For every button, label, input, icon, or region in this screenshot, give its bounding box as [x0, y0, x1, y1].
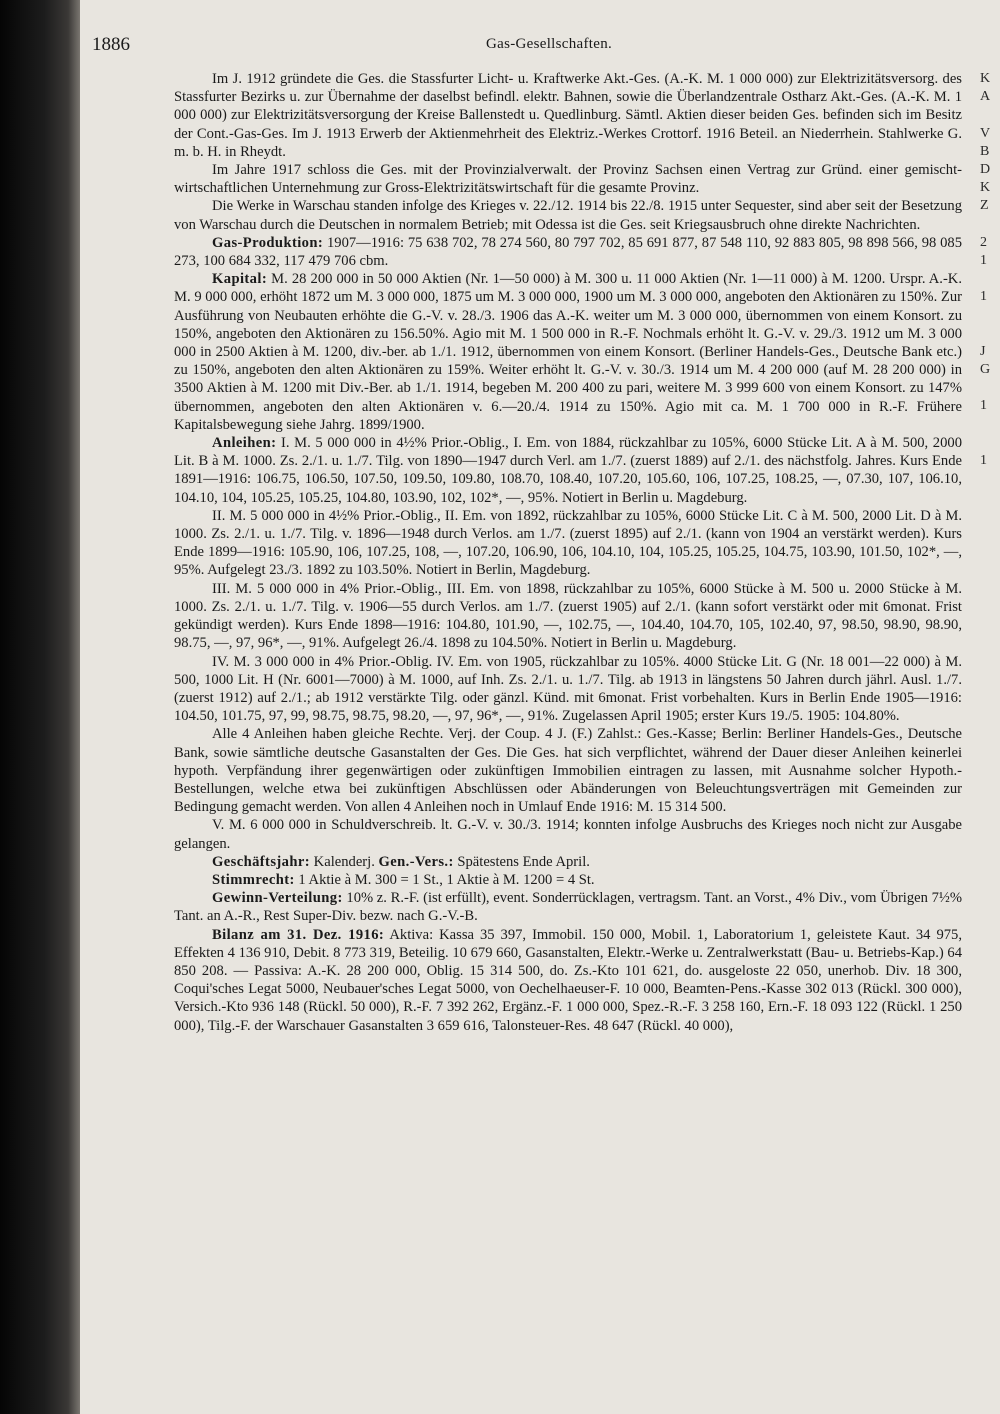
paragraph-stimmrecht: Stimmrecht: 1 Aktie à M. 300 = 1 St., 1 Aktie à M. 1200 = 4 St.	[212, 871, 595, 888]
paragraph-gewinn-verteilung: Gewinn-Verteilung: 10% z. R.-F. (ist erfüllt), event. Sonderrücklagen, vertragsm. Tant. an Vorst., 4% Div., vom Übrigen 7½% Tant. an A.-R., Rest Super-Div. bezw. nach G.-V.-B.	[174, 890, 962, 925]
section-label: Gas-Produktion:	[212, 234, 324, 251]
margin-glyph: 1	[980, 289, 987, 305]
paragraph: Alle 4 Anleihen haben gleiche Rechte. Verj. der Coup. 4 J. (F.) Zahlst.: Ges.-Kasse; Berlin: Berliner Handels-Ges., Deutsche Bank, sowie sämtliche deutsche Gasanstalten der Ges. Die Ges. hat sich verpflichtet, während der Dauer dieser Anleihen keinerlei hypoth. Verpfändung ihrer gegenwärtigen oder zukünftigen Immobilien eintragen zu lassen, mit Ausnahme solcher Hypoth.-Bestellungen, welche etwa bei zukünftigen Abschlüssen oder Abänderungen von Beleuchtungsverträgen mit Gemeinden zur Bedingung gemacht werden. Von allen 4 Anleihen noch in Umlauf Ende 1916: M. 15 314 500.	[174, 726, 962, 816]
page-number: 1886	[92, 34, 130, 55]
section-label: Bilanz am 31. Dez. 1916:	[212, 926, 385, 943]
section-label: Geschäftsjahr:	[212, 853, 311, 870]
section-label: Anleihen:	[212, 435, 277, 452]
paragraph: Im Jahre 1917 schloss die Ges. mit der Provinzialverwalt. der Provinz Sachsen einen Vertrag zur Gründ. einer gemischt-wirtschaftlichen Unternehmung zur Gross-Elektrizitätswirtschaft für die gesamte Provinz.	[174, 162, 962, 197]
margin-glyph: 2	[980, 234, 987, 250]
margin-glyph: A	[980, 89, 991, 105]
book-binding-shadow	[0, 0, 80, 1414]
margin-glyph	[980, 216, 1000, 234]
margin-glyph	[980, 434, 1000, 452]
paragraph-kapital: Kapital: M. 28 200 000 in 50 000 Aktien (Nr. 1—50 000) à M. 300 u. 11 000 Aktien (Nr. 1—11 000) à M. 1200. Urspr. A.-K. M. 9 000 000, erhöht 1872 um M. 3 000 000, 1875 um M. 3 000 000, 1900 um M. 3 000 000, angeboten den Aktionären zu 150%. Zur Ausführung von Neubauten erhöhte die G.-V. v. 28./3. 1906 das A.-K. weiter um M. 3 000 000, übernommen von einem Konsort. zu 150%, angeboten den Aktionären zu 156.50%. Agio mit M. 1 500 000 in R.-F. Nochmals erhöht lt. G.-V. v. 29./3. 1912 um M. 3 000 000 in 2500 Aktien à M. 1200, div.-ber. ab 1./1. 1912, übernommen von einem Konsort. (Berliner Handels-Ges., Deutsche Bank etc.) zu 150%, angeboten den alten Aktionären zu 159%. Weiter erhöht lt. G.-V. v. 30./3. 1914 um M. 4 200 000 (auf M. 28 200 000) in 3500 Aktien à M. 1200 mit Div.-Ber. ab 1./1. 1914, begeben M. 200 400 zu pari, weitere M. 3 999 600 von einem Konsort. zu 147% übernommen, angeboten den alten Aktionären v. 6.—20./4. 1914 zu 150%. Agio mit ca. M. 1 700 000 in R.-F. Frühere Kapitalsbewegung siehe Jahrg. 1899/1900.	[174, 271, 962, 433]
paragraph-bilanz: Bilanz am 31. Dez. 1916: Aktiva: Kassa 35 397, Immobil. 150 000, Mobil. 1, Laboratorium 1, geleistete Kaut. 34 975, Effekten 4 136 910, Debit. 8 773 319, Beteilig. 10 679 660, Gasanstalten, Elektr.-Werke u. Zentralwerkstatt (Bau- u. Betriebs-Kap.) 64 850 208. — Passiva: A.-K. 28 200 000, Oblig. 15 314 500, do. Zs.-Kto 101 621, do. ausgeloste 22 050, unerhob. Div. 18 300, Coqui'sches Legat 5000, Neubauer'sches Legat 5000, von Oechelhaeuser-F. 10 000, Beamten-Pens.-Kasse 302 013 (Rückl. 300 000), Versich.-Kto 936 148 (Rückl. 50 000), R.-F. 7 392 262, Ergänz.-F. 1 000 000, Spez.-R.-F. 3 258 160, Ern.-F. 18 093 122 (Rückl. 1 250 000), Tilg.-F. der Warschauer Gasanstalten 3 659 616, Talonsteuer-Res. 48 647 (Rückl. 40 000),	[174, 926, 962, 1034]
section-label: Gen.-Vers.:	[378, 853, 454, 870]
section-label: Gewinn-Verteilung:	[212, 890, 343, 907]
margin-glyph	[980, 325, 1000, 343]
margin-glyph: 1	[980, 398, 987, 414]
running-head-title: Gas-Gesellschaften.	[486, 36, 613, 52]
paragraph: Im J. 1912 gründete die Ges. die Stassfurter Licht- u. Kraftwerke Akt.-Ges. (A.-K. M. 1 000 000) zur Elektrizitätsversorg. des Stassfurter Bezirks u. zur Übernahme der daselbst befindl. elektr. Bahnen, sowie die Überlandzentrale Ostharz Akt.-Ges. (A.-K. M. 1 000 000) zur Elektrizitätsversorgung der Kreise Ballenstedt u. Quedlinburg. Sämtl. Aktien dieser beiden Ges. befinden sich im Besitz der Cont.-Gas-Ges. Im J. 1913 Erwerb der Aktienmehrheit des Elektriz.-Werkes Crottorf. 1916 Beteil. an Niederrhein. Stahlwerke G. m. b. H. in Rheydt.	[174, 71, 962, 160]
margin-glyph: 1	[980, 452, 987, 468]
margin-glyph: B	[980, 143, 990, 159]
paragraph-gas-produktion: Gas-Produktion: 1907—1916: 75 638 702, 78 274 560, 80 797 702, 85 691 877, 87 548 110, 92 883 805, 98 898 566, 98 085 273, 100 684 332, 117 479 706 cbm.	[174, 234, 962, 270]
margin-glyph	[980, 106, 1000, 124]
margin-glyph: D	[980, 161, 991, 177]
paragraph-anleihen: Anleihen: I. M. 5 000 000 in 4½% Prior.-Oblig., I. Em. von 1884, rückzahlbar zu 105%, 6000 Stücke Lit. A à M. 500, 2000 Lit. B à M. 1000. Zs. 2./1. u. 1./7. Tilg. von 1890—1947 durch Verl. am 1./7. (zuerst 1889) auf 2./1. des nächstfolg. Jahres. Kurs Ende 1891—1916: 106.75, 106.50, 107.50, 109.50, 109.80, 108.70, 108.40, 107.20, 105.60, 106, 107.25, 108.25, —, 07.30, 107, 106.10, 104.10, 104, 105.25, 105.25, 104.80, 103.90, 102, 102*, —, 95%. Notiert in Berlin u. Magdeburg.	[174, 435, 962, 506]
paragraph: Die Werke in Warschau standen infolge des Krieges v. 22./12. 1914 bis 22./8. 1915 unter Sequester, sind aber seit der Besetzung von Warschau durch die Deutschen in normalem Betrieb; mit Odessa ist die Ges. seit Kriegsausbruch ohne direkte Nachrichten.	[174, 198, 962, 233]
margin-glyph	[980, 379, 1000, 397]
margin-glyph	[980, 416, 1000, 434]
paragraph: II. M. 5 000 000 in 4½% Prior.-Oblig., II. Em. von 1892, rückzahlbar zu 105%, 6000 Stücke Lit. C à M. 500, 2000 Lit. D à M. 1000. Zs. 2./1. u. 1./7. Tilg. v. 1896—1948 durch Verlos. am 1./7. (zuerst 1895) auf 2./1. (kann von 1904 an verstärkt werden). Kurs Ende 1899—1916: 105.90, 106, 107.25, 108, —, 107.20, 106.90, 106, 104.10, 104, 105.25, 105.25, 104.75, 103.90, 101.50, 102*, —, 95%. Aufgelegt 23./3. 1892 zu 103.50%. Notiert in Berlin, Magdeburg.	[174, 507, 962, 579]
margin-glyph: V	[980, 125, 991, 141]
adjacent-page-margin	[980, 70, 1000, 470]
margin-glyph: Z	[980, 198, 989, 214]
margin-glyph: K	[980, 180, 991, 196]
margin-glyph	[980, 306, 1000, 324]
paragraph-geschaeftsjahr: Geschäftsjahr: Kalenderj. Gen.-Vers.: Spätestens Ende April.	[212, 853, 590, 870]
paragraph: V. M. 6 000 000 in Schuldverschreib. lt. G.-V. v. 30./3. 1914; konnten infolge Ausbruchs des Krieges noch nicht zur Ausgabe gelangen.	[174, 817, 962, 852]
paragraph: IV. M. 3 000 000 in 4% Prior.-Oblig. IV. Em. von 1905, rückzahlbar zu 105%. 4000 Stücke Lit. G (Nr. 18 001—22 000) à M. 500, 1000 Lit. H (Nr. 6001—7000) à M. 1000, auf Inh. Zs. 2./1. u. 1./7. Tilg. ab 1913 in längstens 50 Jahren durch jährl. Ausl. 1./7. (zuerst 1912) auf 2./1.; ab 1912 verstärkte Tilg. oder gänzl. Künd. mit 6monat. Frist vorbehalten. Kurs in Berlin Ende 1905—1916: 104.50, 101.75, 97, 99, 98.75, 98.75, 98.20, —, 97, 96*, —, 91%. Zugelassen April 1905; erster Kurs 19./5. 1905: 104.80%.	[174, 653, 962, 725]
margin-glyph: G	[980, 362, 991, 377]
section-label: Kapital:	[212, 271, 268, 288]
margin-glyph: J	[980, 343, 986, 359]
margin-glyph	[980, 270, 1000, 288]
margin-glyph: K	[980, 71, 991, 86]
body-text	[174, 70, 962, 1035]
paragraph: III. M. 5 000 000 in 4% Prior.-Oblig., III. Em. von 1898, rückzahlbar zu 105%, 6000 Stücke à M. 500 u. 2000 Stücke à M. 1000. Zs. 2./1. u. 1./7. Tilg. v. 1906—55 durch Verlos. am 1./7. (zuerst 1905) auf 2./1. (kann sofort verstärkt oder mit 6monat. Frist gekündigt werden). Kurs Ende 1898—1916: 104.80, 101.90, —, 102.75, —, 104.40, 104.70, 105, 102.40, 97, 98.50, 98.90, 98.90, 98.75, —, 97, 96*, —, 91%. Aufgelegt 26./4. 1898 zu 104.50%. Notiert in Berlin u. Magdeburg.	[174, 580, 962, 652]
section-label: Stimmrecht:	[212, 871, 295, 888]
margin-glyph: 1	[980, 252, 987, 268]
